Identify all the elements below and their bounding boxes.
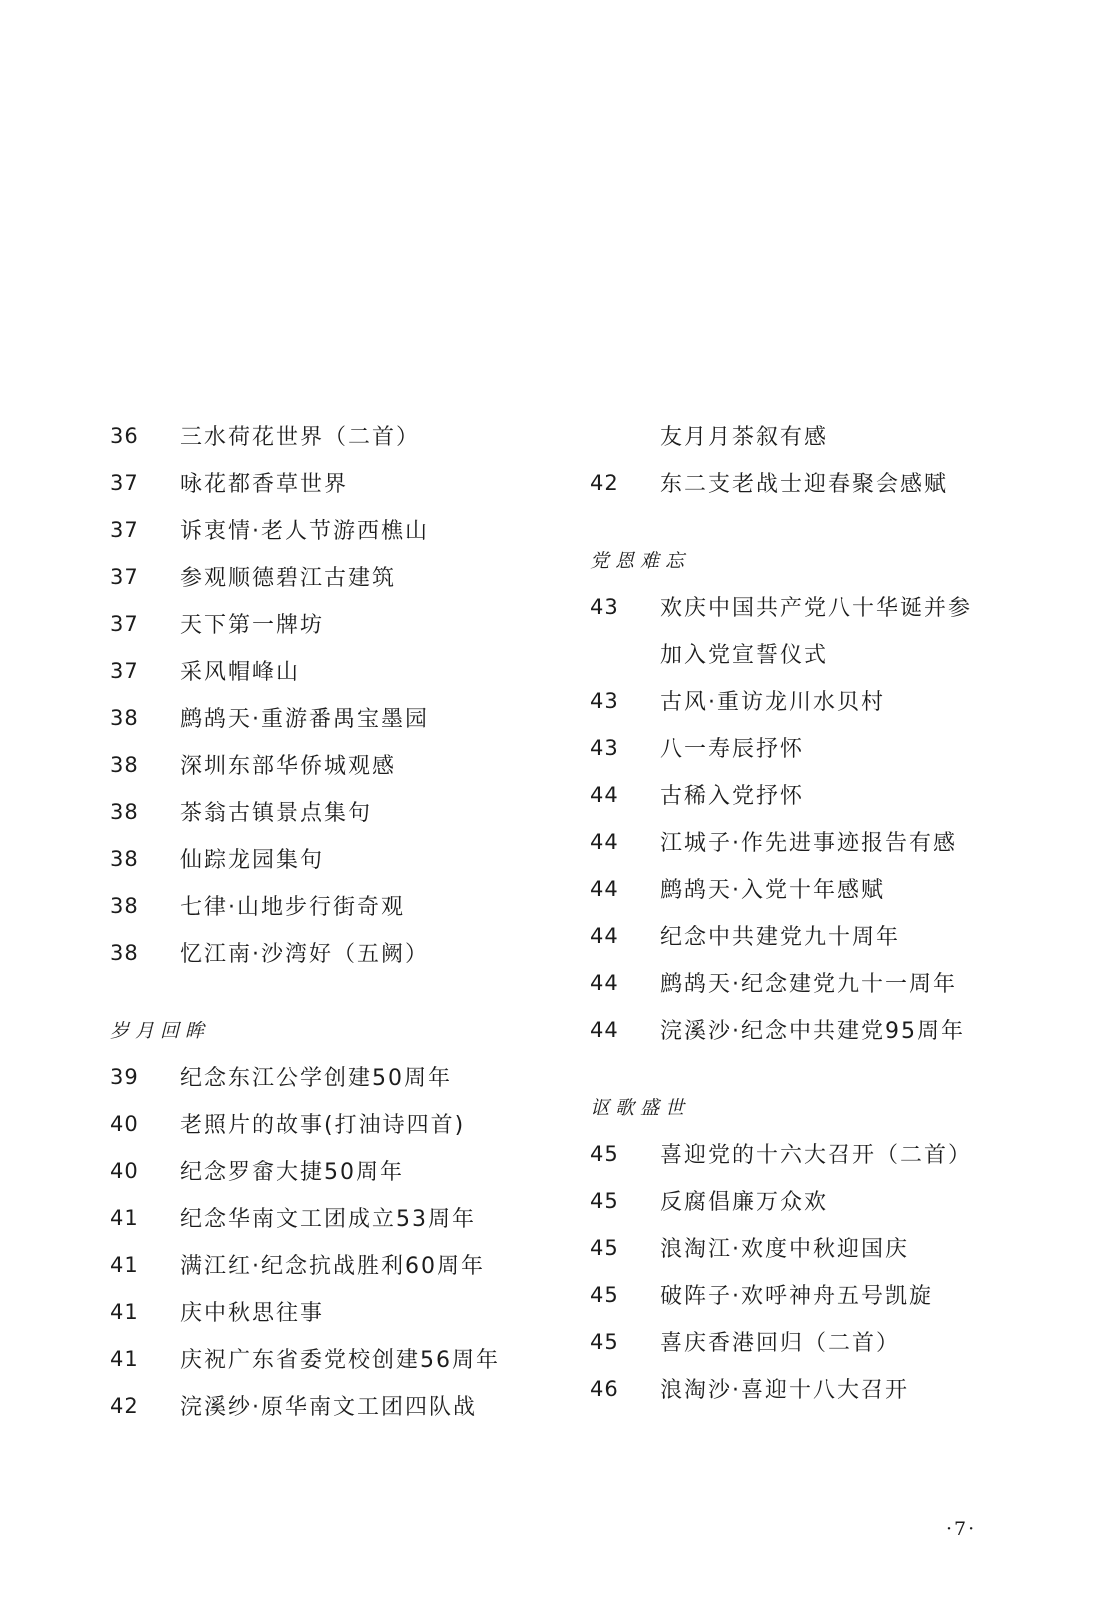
toc-title: 天下第一牌坊	[180, 613, 325, 638]
toc-page-number: 41	[110, 1205, 139, 1230]
toc-title: 纪念华南文工团成立53周年	[180, 1207, 476, 1232]
toc-entry	[110, 1053, 550, 1100]
toc-entry	[110, 647, 550, 694]
toc-entry	[590, 459, 1030, 506]
toc-entry	[110, 1382, 550, 1429]
toc-title: 友月月茶叙有感	[660, 425, 829, 450]
toc-title: 八一寿辰抒怀	[660, 737, 805, 762]
toc-page-number: 41	[110, 1299, 139, 1324]
toc-entry	[590, 583, 1030, 630]
toc-title: 浪淘江·欢度中秋迎国庆	[660, 1237, 909, 1262]
toc-entry	[590, 959, 1030, 1006]
toc-page-number: 37	[110, 564, 139, 589]
toc-page-number: 44	[590, 970, 619, 995]
toc-page-number: 37	[110, 611, 139, 636]
toc-title: 忆江南·沙湾好（五阙）	[180, 942, 429, 967]
toc-title: 加入党宣誓仪式	[660, 643, 829, 668]
toc-page-number: 36	[110, 423, 139, 448]
toc-entry	[590, 912, 1030, 959]
toc-entry	[110, 1194, 550, 1241]
section-heading: 岁月回眸	[110, 1020, 211, 1042]
toc-entry	[110, 835, 550, 882]
toc-title: 咏花都香草世界	[180, 472, 349, 497]
toc-entry-continuation	[590, 412, 1030, 459]
toc-entry	[590, 1177, 1030, 1224]
section-heading: 党恩难忘	[590, 550, 691, 572]
toc-page-number: 43	[590, 735, 619, 760]
toc-page-number: 38	[110, 752, 139, 777]
toc-title: 茶翁古镇景点集句	[180, 801, 373, 826]
toc-title: 三水荷花世界（二首）	[180, 425, 421, 450]
toc-entry	[110, 694, 550, 741]
toc-title: 欢庆中国共产党八十华诞并参	[660, 596, 973, 621]
toc-title: 东二支老战士迎春聚会感赋	[660, 472, 949, 497]
section-spacer	[110, 976, 550, 1006]
page-number: ·7·	[946, 1518, 977, 1540]
toc-entry	[590, 1365, 1030, 1412]
toc-title: 喜迎党的十六大召开（二首）	[660, 1143, 973, 1168]
toc-title: 鹧鸪天·重游番禺宝墨园	[180, 707, 429, 732]
toc-title: 诉衷情·老人节游西樵山	[180, 519, 429, 544]
toc-title: 浣溪纱·原华南文工团四队战	[180, 1395, 477, 1420]
toc-entry	[110, 412, 550, 459]
section-heading: 讴歌盛世	[590, 1097, 691, 1119]
toc-entry	[590, 818, 1030, 865]
toc-page-number: 43	[590, 688, 619, 713]
toc-title: 鹧鸪天·纪念建党九十一周年	[660, 972, 957, 997]
toc-entry	[590, 771, 1030, 818]
toc-entry	[110, 600, 550, 647]
toc-title: 纪念中共建党九十周年	[660, 925, 901, 950]
toc-title: 反腐倡廉万众欢	[660, 1190, 829, 1215]
toc-title: 采风帽峰山	[180, 660, 301, 685]
toc-entry	[110, 1335, 550, 1382]
toc-page-number: 45	[590, 1282, 619, 1307]
toc-group-right-c	[590, 1130, 1030, 1412]
toc-entry	[590, 724, 1030, 771]
toc-title: 参观顺德碧江古建筑	[180, 566, 397, 591]
toc-page-number: 44	[590, 782, 619, 807]
toc-page-number: 40	[110, 1111, 139, 1136]
toc-title: 江城子·作先进事迹报告有感	[660, 831, 957, 856]
toc-entry	[590, 1318, 1030, 1365]
toc-group-left-b	[110, 1053, 550, 1429]
toc-page-number: 37	[110, 470, 139, 495]
toc-page-number: 43	[590, 594, 619, 619]
toc-title: 深圳东部华侨城观感	[180, 754, 397, 779]
toc-title: 纪念罗畲大捷50周年	[180, 1160, 404, 1185]
toc-entry	[110, 741, 550, 788]
toc-entry	[110, 1241, 550, 1288]
toc-page-number: 38	[110, 846, 139, 871]
toc-entry	[110, 1288, 550, 1335]
toc-page-number: 37	[110, 658, 139, 683]
toc-page-number: 38	[110, 799, 139, 824]
toc-entry	[110, 459, 550, 506]
toc-page-number: 44	[590, 1017, 619, 1042]
toc-title: 喜庆香港回归（二首）	[660, 1331, 901, 1356]
toc-title: 纪念东江公学创建50周年	[180, 1066, 452, 1091]
toc-entry	[110, 1147, 550, 1194]
toc-page-number: 38	[110, 705, 139, 730]
toc-page-number: 38	[110, 893, 139, 918]
toc-entry-continuation	[590, 630, 1030, 677]
toc-entry	[590, 1271, 1030, 1318]
toc-page-number: 44	[590, 876, 619, 901]
toc-entry	[590, 677, 1030, 724]
toc-title: 庆祝广东省委党校创建56周年	[180, 1348, 500, 1373]
toc-page-number: 37	[110, 517, 139, 542]
toc-title: 古风·重访龙川水贝村	[660, 690, 885, 715]
toc-page-number: 45	[590, 1141, 619, 1166]
section-spacer	[590, 506, 1030, 536]
toc-page-number: 45	[590, 1235, 619, 1260]
toc-page-number: 41	[110, 1346, 139, 1371]
toc-left-column	[110, 412, 550, 1429]
toc-group-left-a	[110, 412, 550, 976]
toc-title: 浣溪沙·纪念中共建党95周年	[660, 1019, 965, 1044]
toc-entry	[590, 865, 1030, 912]
toc-title: 鹧鸪天·入党十年感赋	[660, 878, 885, 903]
toc-entry	[110, 882, 550, 929]
toc-entry	[110, 1100, 550, 1147]
toc-page-number: 42	[590, 470, 619, 495]
toc-group-right-b	[590, 677, 1030, 1053]
toc-title: 仙踪龙园集句	[180, 848, 325, 873]
toc-entry	[590, 1130, 1030, 1177]
toc-entry	[590, 1224, 1030, 1271]
toc-entry	[110, 929, 550, 976]
toc-title: 老照片的故事(打油诗四首)	[180, 1113, 466, 1138]
toc-page-number: 41	[110, 1252, 139, 1277]
toc-entry	[110, 553, 550, 600]
toc-page-number: 44	[590, 829, 619, 854]
toc-page-number: 40	[110, 1158, 139, 1183]
section-spacer	[590, 1053, 1030, 1083]
toc-page-number: 42	[110, 1393, 139, 1418]
toc-entry	[110, 788, 550, 835]
toc-title: 七律·山地步行街奇观	[180, 895, 405, 920]
toc-title: 破阵子·欢呼神舟五号凯旋	[660, 1284, 933, 1309]
toc-page-number: 46	[590, 1376, 619, 1401]
toc-title: 满江红·纪念抗战胜利60周年	[180, 1254, 485, 1279]
toc-entry	[590, 1006, 1030, 1053]
toc-entry	[110, 506, 550, 553]
toc-title: 古稀入党抒怀	[660, 784, 805, 809]
toc-page-number: 44	[590, 923, 619, 948]
toc-right-column	[590, 412, 1030, 1412]
toc-page-number: 45	[590, 1329, 619, 1354]
toc-title: 浪淘沙·喜迎十八大召开	[660, 1378, 909, 1403]
toc-page-number: 39	[110, 1064, 139, 1089]
toc-page-number: 38	[110, 940, 139, 965]
toc-page-number: 45	[590, 1188, 619, 1213]
toc-title: 庆中秋思往事	[180, 1301, 325, 1326]
